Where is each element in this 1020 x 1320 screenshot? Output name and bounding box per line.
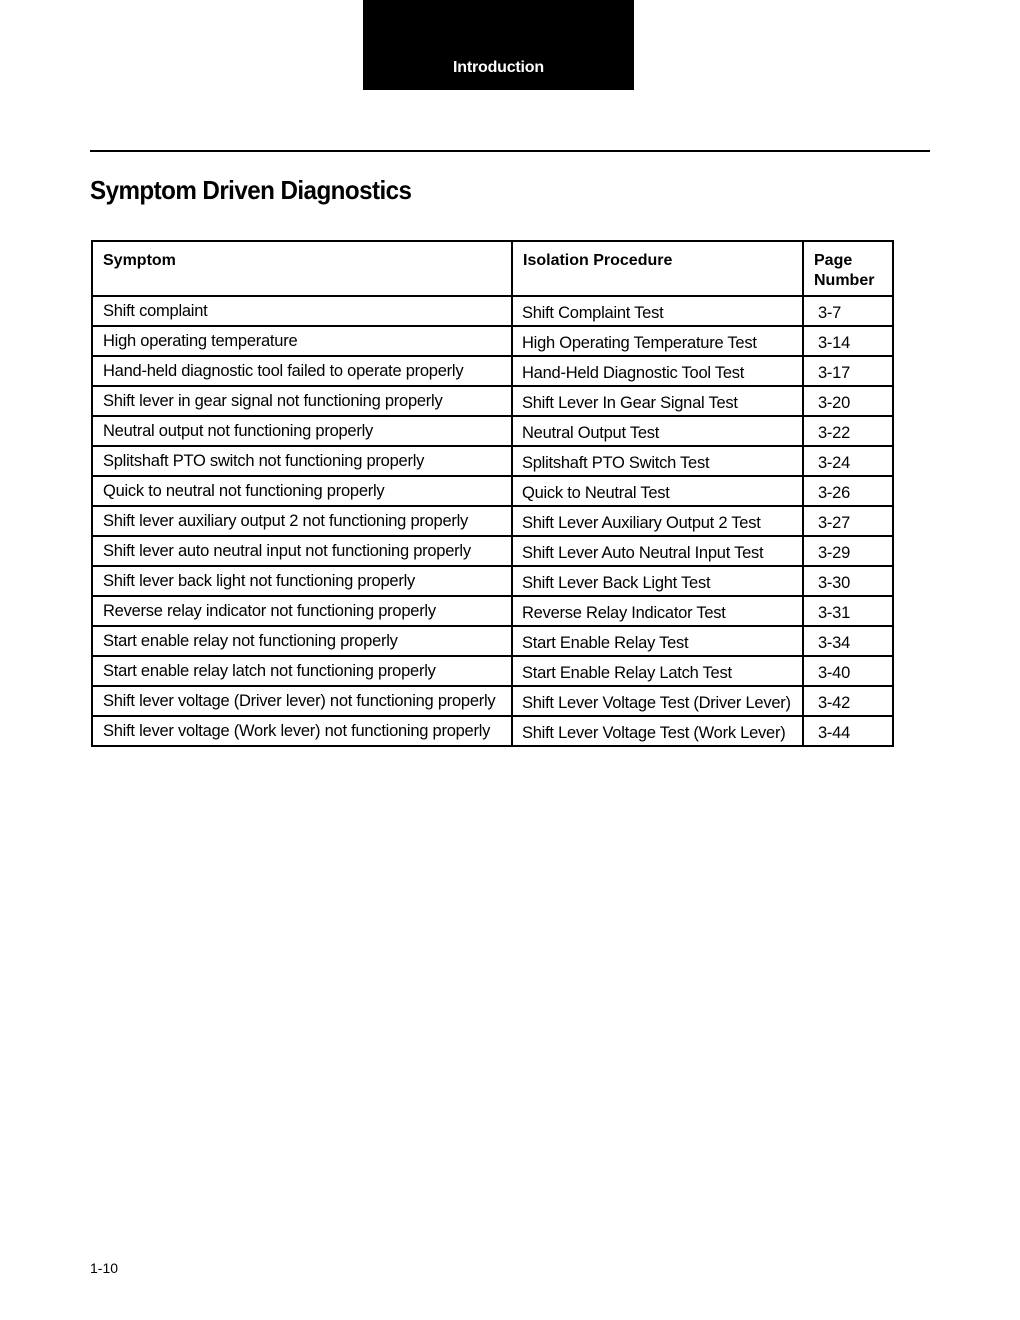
symptom-cell: Hand-held diagnostic tool failed to operate properly <box>92 356 512 386</box>
section-tab <box>363 0 634 90</box>
symptom-cell: Reverse relay indicator not functioning properly <box>92 596 512 626</box>
page-number-cell: 3-30 <box>803 566 893 596</box>
section-tab-label: Introduction <box>453 59 544 76</box>
isolation-procedure-cell: High Operating Temperature Test <box>512 326 803 356</box>
page-number-cell: 3-31 <box>803 596 893 626</box>
table-row <box>92 296 893 326</box>
table-row <box>92 716 893 746</box>
symptom-cell: Shift lever auxiliary output 2 not functioning properly <box>92 506 512 536</box>
column-header-page-number: Page Number <box>803 241 893 296</box>
column-header-isolation-procedure: Isolation Procedure <box>512 241 803 296</box>
diagnostics-table <box>91 240 894 747</box>
page-number-cell: 3-14 <box>803 326 893 356</box>
table-row <box>92 656 893 686</box>
isolation-procedure-cell: Start Enable Relay Test <box>512 626 803 656</box>
page-number-cell: 3-29 <box>803 536 893 566</box>
isolation-procedure-cell: Shift Lever Voltage Test (Work Lever) <box>512 716 803 746</box>
symptom-cell: Shift lever auto neutral input not functioning properly <box>92 536 512 566</box>
table-row <box>92 356 893 386</box>
page-number: 1-10 <box>90 1260 119 1276</box>
isolation-procedure-cell: Shift Lever Auto Neutral Input Test <box>512 536 803 566</box>
table-header-row <box>92 241 893 296</box>
page-number-cell: 3-26 <box>803 476 893 506</box>
page-number-cell: 3-40 <box>803 656 893 686</box>
page-number-cell: 3-42 <box>803 686 893 716</box>
column-header-symptom: Symptom <box>92 241 512 296</box>
isolation-procedure-cell: Quick to Neutral Test <box>512 476 803 506</box>
isolation-procedure-cell: Hand-Held Diagnostic Tool Test <box>512 356 803 386</box>
symptom-cell: High operating temperature <box>92 326 512 356</box>
page-number-cell: 3-22 <box>803 416 893 446</box>
isolation-procedure-cell: Start Enable Relay Latch Test <box>512 656 803 686</box>
table-row <box>92 626 893 656</box>
page-number-cell: 3-7 <box>803 296 893 326</box>
symptom-cell: Shift lever back light not functioning properly <box>92 566 512 596</box>
table-row <box>92 416 893 446</box>
symptom-cell: Neutral output not functioning properly <box>92 416 512 446</box>
page-number-cell: 3-34 <box>803 626 893 656</box>
diagnostics-table-body <box>92 296 893 746</box>
page-number-cell: 3-44 <box>803 716 893 746</box>
isolation-procedure-cell: Splitshaft PTO Switch Test <box>512 446 803 476</box>
symptom-cell: Splitshaft PTO switch not functioning properly <box>92 446 512 476</box>
page-number-cell: 3-24 <box>803 446 893 476</box>
symptom-cell: Shift lever voltage (Driver lever) not functioning properly <box>92 686 512 716</box>
table-row <box>92 446 893 476</box>
isolation-procedure-cell: Shift Lever Auxiliary Output 2 Test <box>512 506 803 536</box>
header-rule <box>90 150 930 152</box>
table-row <box>92 476 893 506</box>
page-number-cell: 3-20 <box>803 386 893 416</box>
page-title: Symptom Driven Diagnostics <box>90 175 412 205</box>
isolation-procedure-cell: Reverse Relay Indicator Test <box>512 596 803 626</box>
isolation-procedure-cell: Shift Lever In Gear Signal Test <box>512 386 803 416</box>
table-row <box>92 536 893 566</box>
isolation-procedure-cell: Shift Lever Voltage Test (Driver Lever) <box>512 686 803 716</box>
table-row <box>92 326 893 356</box>
symptom-cell: Shift complaint <box>92 296 512 326</box>
table-row <box>92 386 893 416</box>
symptom-cell: Quick to neutral not functioning properly <box>92 476 512 506</box>
symptom-cell: Start enable relay not functioning properly <box>92 626 512 656</box>
isolation-procedure-cell: Shift Complaint Test <box>512 296 803 326</box>
table-row <box>92 566 893 596</box>
table-row <box>92 686 893 716</box>
isolation-procedure-cell: Shift Lever Back Light Test <box>512 566 803 596</box>
table-row <box>92 506 893 536</box>
symptom-cell: Shift lever voltage (Work lever) not functioning properly <box>92 716 512 746</box>
isolation-procedure-cell: Neutral Output Test <box>512 416 803 446</box>
symptom-cell: Shift lever in gear signal not functioning properly <box>92 386 512 416</box>
symptom-cell: Start enable relay latch not functioning properly <box>92 656 512 686</box>
table-row <box>92 596 893 626</box>
page-number-cell: 3-27 <box>803 506 893 536</box>
page-number-cell: 3-17 <box>803 356 893 386</box>
